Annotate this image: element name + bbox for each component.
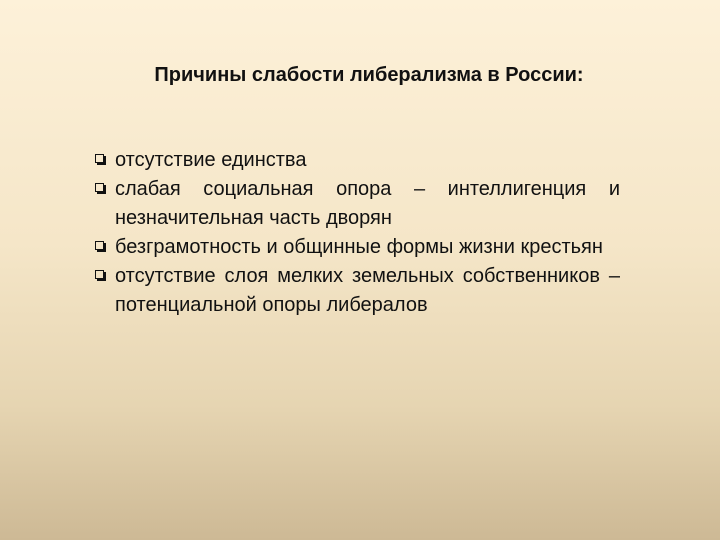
bullet-item	[95, 262, 620, 320]
square-bullet-icon	[95, 241, 104, 250]
slide-title: Причины слабости либерализма в России:	[154, 64, 584, 86]
bullet-text: безграмотность и общинные формы жизни крестьян	[115, 236, 603, 258]
square-bullet-icon	[95, 270, 104, 279]
bullet-item	[95, 146, 620, 175]
bullet-text: слабая социальная опора – интеллигенция и незначительная часть дворян	[115, 178, 620, 229]
bullet-item	[95, 175, 620, 233]
square-bullet-icon	[95, 183, 104, 192]
bullet-text: отсутствие единства	[115, 149, 307, 171]
bullet-item	[95, 233, 620, 262]
bullet-text: отсутствие слоя мелких земельных собственников – потенциальной опоры либералов	[115, 265, 620, 316]
bullet-list	[95, 146, 620, 320]
square-bullet-icon	[95, 154, 104, 163]
